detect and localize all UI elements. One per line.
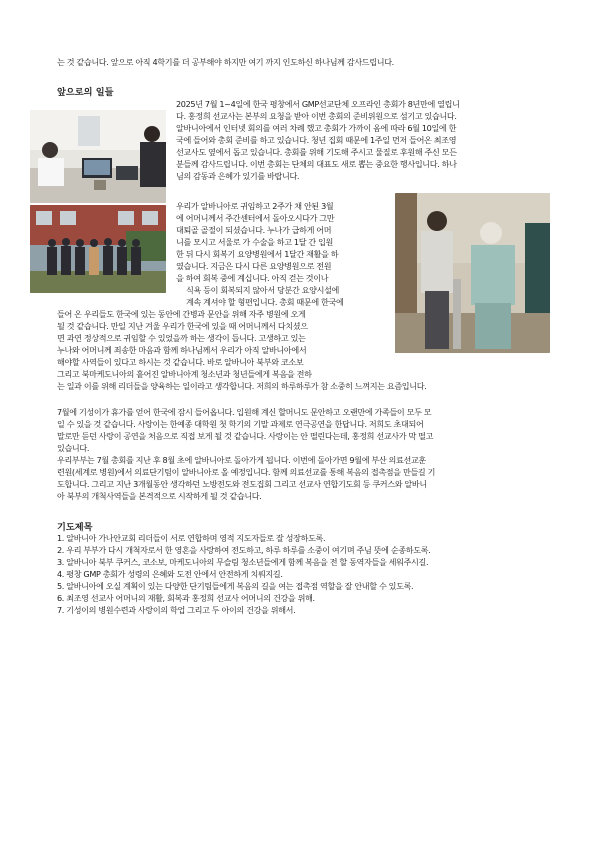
para1-line: 다. 홍정희 선교사는 본부의 요청을 받아 이번 총회의 준비위원으로 섬기고 있습니다.: [176, 111, 457, 121]
para3-line: 아 북부의 개척사역들을 본격적으로 시작하게 될 것 같습니다.: [57, 491, 262, 501]
hospital-photo: [395, 193, 550, 353]
para3-line: 우리부부는 7월 총회를 지난 후 8월 초에 알바니아로 돌아가게 됩니다. 이번에 돌아가면 9월에 부산 의료선교훈: [57, 455, 426, 465]
para2-line: 들어 온 우리들도 한국에 있는 동안에 간병과 문안을 위해 자주 병원에 오게: [57, 309, 306, 319]
prayer-item: 6. 최조영 선교사 어머니의 재활, 회복과 홍정희 선교사 어머니의 건강을 위해.: [57, 593, 315, 603]
prayer-item: 1. 알바니아 가나안교회 리더들이 서로 연합하며 영적 지도자들로 잘 성장하도록.: [57, 533, 326, 543]
para3-line: 말로만 듣던 사랑이 공연을 처음으로 직접 보게 될 것 같습니다. 사랑이는 안 떨린다는데, 홍정희 선교사가 막 떨고: [57, 431, 434, 441]
prayer-item: 4. 평창 GMP 총회가 성령의 은혜와 도전 안에서 안전하게 치뤄지길.: [57, 569, 283, 579]
prayer-item: 5. 알바니아에 오실 계획이 있는 다양한 단기팀들에게 복음의 길을 여는 접촉점 역할을 잘 안내할 수 있도록.: [57, 581, 414, 591]
para3-line: 도합니다. 그리고 지난 3개월동안 생각하던 노방전도와 전도집회 그리고 선교사 연합기도회 등 쿠커스와 알바니: [57, 479, 427, 489]
prayer-item: 3. 알바니아 북부 쿠커스, 코소보, 마케도니아의 무슬림 청소년들에게 함께 복음을 전 할 동역자들을 세워주시길.: [57, 557, 429, 567]
para2-line: 을 하여 회복 중에 계십니다. 아직 걷는 것이나: [176, 273, 329, 283]
para1-line: 알바니아에서 인터넷 회의를 여러 차례 했고 총회가 가까이 옴에 따라 6월 10일에 한: [176, 123, 457, 133]
para2-line: 계속 계셔야 할 형편입니다. 총회 때문에 한국에: [186, 297, 344, 307]
prayer-heading: 기도제목: [57, 522, 93, 533]
para2-line: 누나와 어머니께 죄송한 마음과 함께 하나님께서 우리가 아직 알바니아에서: [57, 345, 307, 355]
para2-line: 면 과연 정상적으로 귀임할 수 있었을까 하는 생각이 듭니다. 고생하고 있는: [57, 333, 306, 343]
para2-line: 될 것 같습니다. 만일 지난 겨울 우리가 한국에 있을 때 어머니께서 다치셨으: [57, 321, 308, 331]
para1-line: 분들께 감사드립니다. 이번 총회는 단체의 대표도 새로 뽑는 중요한 행사입니다. 하나: [176, 159, 457, 169]
para3-line: 7월에 기성이가 휴가를 얻어 한국에 잠시 들어옵니다. 입원해 계신 할머니도 문안하고 오랜만에 가족들이 모두 모: [57, 407, 432, 417]
para2-line: 니를 모시고 서울로 가 수술을 하고 1달 간 입원: [176, 237, 334, 247]
para1-line: 선교사도 옆에서 돕고 있습니다. 총회를 위해 기도해 주시고 물질로 후원해 주신 모든: [176, 147, 457, 157]
prayer-item: 2. 우리 부부가 다시 개척자로서 한 영혼을 사랑하여 전도하고, 하루 하루를 소중이 여기며 주님 뜻에 순종하도록.: [57, 545, 431, 555]
para2-line: 한 뒤 다시 회복기 요양병원에서 1달간 재활을 하: [176, 249, 339, 259]
para2-line: 그리고 북마케도니아의 흩어진 알바니아계 청소년과 청년들에게 복음을 전하: [57, 369, 312, 379]
para2-line: 에 어머니께서 주간센터에서 돌아오시다가 그만: [176, 213, 335, 223]
group-photo: [30, 205, 166, 293]
para2-line: 는 일과 이를 위해 리더들을 양육하는 일이라고 생각합니다. 저희의 하루하루가 참 소중히 느껴지는 요즘입니다.: [57, 381, 427, 391]
para3-line: 련원(세계로 병원)에서 의료단기팀이 알바니아로 올 예정입니다. 함께 의료선교를 통해 복음의 접촉점을 만들길 기: [57, 467, 436, 477]
para1-line: 국에 들어와 총회 준비를 하고 있습니다. 청년 집회 때문에 1주일 먼저 들어온 최조영: [176, 135, 457, 145]
intro-line: 는 것 같습니다. 앞으로 아직 4학기를 더 공부해야 하지만 여기 까지 인도하신 하나님께 감사드립니다.: [57, 57, 394, 67]
para1-line: 님의 감동과 은혜가 있기를 바랍니다.: [176, 171, 300, 181]
para2-line: 대퇴골 골절이 되셨습니다. 누나가 급하게 어머: [176, 225, 332, 235]
para3-line: 있습니다.: [57, 443, 90, 453]
para2-line: 식욕 등이 회복되지 않아서 당분간 요양시설에: [186, 285, 340, 295]
meeting-photo: [30, 110, 166, 203]
para2-line: 였습니다. 지금은 다시 다른 요양병원으로 전원: [176, 261, 332, 271]
para2-line: 우리가 알바니아로 귀임하고 2주가 채 안된 3월: [176, 201, 334, 211]
para3-line: 일 수 있을 것 같습니다. 사랑이는 한예종 대학원 첫 학기의 기말 과제로 연극공연을 한답니다. 저희도 초대되어: [57, 419, 424, 429]
para1-line: 2025년 7월 1~4일에 한국 평창에서 GMP선교단체 오프라인 총회가 8년만에 열립니: [176, 99, 460, 109]
section-heading-upcoming: 앞으로의 일들: [57, 87, 114, 98]
para2-line: 해야할 사역들이 있다고 하시는 것 같습니다. 바로 알바니아 북부와 코소보: [57, 357, 304, 367]
prayer-item: 7. 기성이의 병원수련과 사랑이의 학업 그리고 두 아이의 건강을 위해서.: [57, 605, 296, 615]
